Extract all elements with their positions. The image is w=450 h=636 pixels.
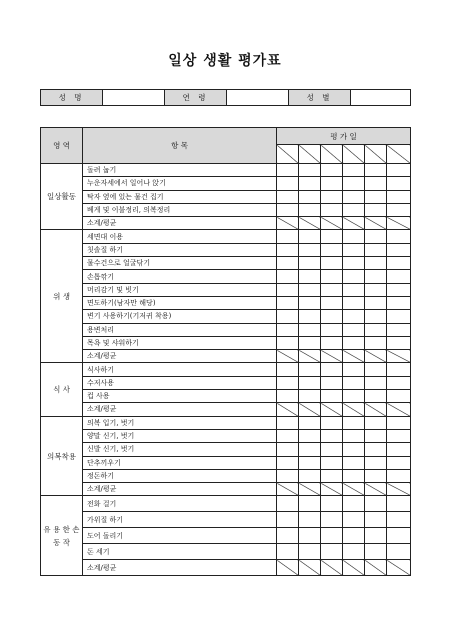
score-cell[interactable] xyxy=(277,164,299,177)
score-cell[interactable] xyxy=(387,270,411,283)
section-area-label: 식 사 xyxy=(41,363,83,416)
score-cell[interactable] xyxy=(343,283,365,296)
score-cell[interactable] xyxy=(299,257,321,270)
score-cell[interactable] xyxy=(343,496,365,512)
score-cell[interactable] xyxy=(299,336,321,349)
score-cell[interactable] xyxy=(277,512,299,528)
item-label: 칫솔질 하기 xyxy=(83,243,277,256)
subtotal-cell xyxy=(277,350,299,363)
score-cell[interactable] xyxy=(343,203,365,216)
page-title: 일상 생활 평가표 xyxy=(168,53,282,69)
score-cell[interactable] xyxy=(343,323,365,336)
age-field[interactable] xyxy=(227,90,289,106)
subtotal-row xyxy=(41,217,411,230)
subtotal-cell xyxy=(387,217,411,230)
item-row xyxy=(41,496,411,512)
score-cell[interactable] xyxy=(387,230,411,243)
score-cell[interactable] xyxy=(365,323,387,336)
item-row xyxy=(41,363,411,376)
score-cell[interactable] xyxy=(299,270,321,283)
score-cell[interactable] xyxy=(277,257,299,270)
evaluation-date-header: 평 가 일 xyxy=(277,128,411,145)
score-cell[interactable] xyxy=(365,528,387,544)
score-cell[interactable] xyxy=(343,512,365,528)
score-cell[interactable] xyxy=(343,296,365,309)
section-area-label: 유 용 한 손 동 작 xyxy=(41,496,83,576)
subtotal-cell xyxy=(343,350,365,363)
item-row xyxy=(41,296,411,309)
score-cell[interactable] xyxy=(365,496,387,512)
score-cell[interactable] xyxy=(299,323,321,336)
section-area-label: 위 생 xyxy=(41,230,83,363)
score-cell[interactable] xyxy=(365,469,387,482)
score-cell[interactable] xyxy=(321,390,343,403)
score-cell[interactable] xyxy=(299,390,321,403)
score-cell[interactable] xyxy=(299,544,321,560)
score-cell[interactable] xyxy=(277,296,299,309)
score-cell[interactable] xyxy=(277,190,299,203)
subtotal-cell xyxy=(277,483,299,496)
score-cell[interactable] xyxy=(387,496,411,512)
subtotal-label: 소계/평균 xyxy=(83,560,277,576)
item-label: 신발 신기, 벗기 xyxy=(83,443,277,456)
area-header: 영 역 xyxy=(41,128,83,164)
score-cell[interactable] xyxy=(277,363,299,376)
subtotal-cell xyxy=(387,560,411,576)
subtotal-cell xyxy=(299,483,321,496)
item-row xyxy=(41,283,411,296)
score-cell[interactable] xyxy=(299,283,321,296)
subtotal-cell xyxy=(321,217,343,230)
item-row xyxy=(41,230,411,243)
item-label: 수저사용 xyxy=(83,376,277,389)
section-area-label: 일상활동 xyxy=(41,164,83,230)
score-cell[interactable] xyxy=(321,336,343,349)
score-cell[interactable] xyxy=(321,230,343,243)
item-row xyxy=(41,164,411,177)
item-label: 세면대 이용 xyxy=(83,230,277,243)
score-cell[interactable] xyxy=(343,363,365,376)
subtotal-cell xyxy=(365,483,387,496)
score-cell[interactable] xyxy=(299,310,321,323)
subtotal-cell xyxy=(365,560,387,576)
score-cell[interactable] xyxy=(365,230,387,243)
item-row xyxy=(41,416,411,429)
item-row xyxy=(41,469,411,482)
item-row xyxy=(41,257,411,270)
personal-info-table xyxy=(40,89,411,106)
item-row xyxy=(41,177,411,190)
subtotal-label: 소계/평균 xyxy=(83,350,277,363)
item-label: 면도하기(남자만 해당) xyxy=(83,296,277,309)
score-cell[interactable] xyxy=(365,429,387,442)
score-cell[interactable] xyxy=(365,270,387,283)
score-cell[interactable] xyxy=(321,177,343,190)
item-label: 손톱깎기 xyxy=(83,270,277,283)
subtotal-cell xyxy=(387,350,411,363)
score-cell[interactable] xyxy=(277,243,299,256)
score-cell[interactable] xyxy=(343,257,365,270)
score-cell[interactable] xyxy=(387,177,411,190)
score-cell[interactable] xyxy=(343,429,365,442)
item-label: 가위질 하기 xyxy=(83,512,277,528)
score-cell[interactable] xyxy=(321,416,343,429)
item-label: 돈 세기 xyxy=(83,544,277,560)
score-cell[interactable] xyxy=(299,363,321,376)
score-cell[interactable] xyxy=(387,469,411,482)
score-cell[interactable] xyxy=(299,456,321,469)
item-label: 컵 사용 xyxy=(83,390,277,403)
item-row xyxy=(41,390,411,403)
score-cell[interactable] xyxy=(299,190,321,203)
score-cell[interactable] xyxy=(299,469,321,482)
score-cell[interactable] xyxy=(365,257,387,270)
score-cell[interactable] xyxy=(321,496,343,512)
score-cell[interactable] xyxy=(343,336,365,349)
score-cell[interactable] xyxy=(365,416,387,429)
subtotal-row xyxy=(41,403,411,416)
evaluation-date-cell[interactable] xyxy=(343,145,365,164)
item-label: 누운자세에서 일어나 앉기 xyxy=(83,177,277,190)
subtotal-row xyxy=(41,483,411,496)
score-cell[interactable] xyxy=(365,512,387,528)
header-row xyxy=(41,128,411,145)
subtotal-cell xyxy=(343,483,365,496)
score-cell[interactable] xyxy=(365,390,387,403)
score-cell[interactable] xyxy=(387,283,411,296)
item-label: 도어 돌리기 xyxy=(83,528,277,544)
item-row xyxy=(41,456,411,469)
score-cell[interactable] xyxy=(387,336,411,349)
score-cell[interactable] xyxy=(365,190,387,203)
name-label: 성 명 xyxy=(41,90,103,106)
score-cell[interactable] xyxy=(277,336,299,349)
score-cell[interactable] xyxy=(321,443,343,456)
score-cell[interactable] xyxy=(343,270,365,283)
subtotal-cell xyxy=(321,560,343,576)
score-cell[interactable] xyxy=(387,429,411,442)
evaluation-date-cell[interactable] xyxy=(321,145,343,164)
score-cell[interactable] xyxy=(277,390,299,403)
score-cell[interactable] xyxy=(387,528,411,544)
subtotal-row xyxy=(41,560,411,576)
item-label: 의복 입기, 벗기 xyxy=(83,416,277,429)
evaluation-date-cell[interactable] xyxy=(387,145,411,164)
score-cell[interactable] xyxy=(387,512,411,528)
score-cell[interactable] xyxy=(343,390,365,403)
score-cell[interactable] xyxy=(343,469,365,482)
subtotal-cell xyxy=(343,560,365,576)
name-field[interactable] xyxy=(103,90,165,106)
item-row xyxy=(41,203,411,216)
score-cell[interactable] xyxy=(277,270,299,283)
subtotal-label: 소계/평균 xyxy=(83,483,277,496)
score-cell[interactable] xyxy=(365,296,387,309)
score-cell[interactable] xyxy=(321,456,343,469)
score-cell[interactable] xyxy=(277,544,299,560)
item-row xyxy=(41,243,411,256)
subtotal-cell xyxy=(343,217,365,230)
score-cell[interactable] xyxy=(277,283,299,296)
score-cell[interactable] xyxy=(321,323,343,336)
item-label: 베게 및 이불정리, 의복정리 xyxy=(83,203,277,216)
item-label: 단추끼우기 xyxy=(83,456,277,469)
score-cell[interactable] xyxy=(277,177,299,190)
score-cell[interactable] xyxy=(321,469,343,482)
score-cell[interactable] xyxy=(277,456,299,469)
evaluation-date-cell[interactable] xyxy=(299,145,321,164)
score-cell[interactable] xyxy=(299,296,321,309)
score-cell[interactable] xyxy=(299,243,321,256)
score-cell[interactable] xyxy=(277,376,299,389)
score-cell[interactable] xyxy=(365,456,387,469)
score-cell[interactable] xyxy=(343,416,365,429)
item-label: 물수건으로 얼굴닦기 xyxy=(83,257,277,270)
score-cell[interactable] xyxy=(321,512,343,528)
section-area-label: 의복착용 xyxy=(41,416,83,496)
score-cell[interactable] xyxy=(387,443,411,456)
score-cell[interactable] xyxy=(387,203,411,216)
score-cell[interactable] xyxy=(277,429,299,442)
score-cell[interactable] xyxy=(277,443,299,456)
item-label: 머리감기 및 빗기 xyxy=(83,283,277,296)
item-row xyxy=(41,270,411,283)
sex-label: 성 별 xyxy=(289,90,351,106)
score-cell[interactable] xyxy=(277,528,299,544)
score-cell[interactable] xyxy=(365,203,387,216)
score-cell[interactable] xyxy=(387,296,411,309)
score-cell[interactable] xyxy=(277,496,299,512)
subtotal-cell xyxy=(321,350,343,363)
subtotal-cell xyxy=(365,403,387,416)
score-cell[interactable] xyxy=(387,243,411,256)
score-cell[interactable] xyxy=(321,376,343,389)
score-cell[interactable] xyxy=(321,270,343,283)
score-cell[interactable] xyxy=(387,456,411,469)
item-label: 양말 신기, 벗기 xyxy=(83,429,277,442)
item-row xyxy=(41,376,411,389)
score-cell[interactable] xyxy=(365,243,387,256)
subtotal-cell xyxy=(299,350,321,363)
score-cell[interactable] xyxy=(343,190,365,203)
score-cell[interactable] xyxy=(343,177,365,190)
subtotal-cell xyxy=(277,560,299,576)
score-cell[interactable] xyxy=(343,230,365,243)
item-label: 용변처리 xyxy=(83,323,277,336)
item-label: 돌려 눕기 xyxy=(83,164,277,177)
score-cell[interactable] xyxy=(343,243,365,256)
score-cell[interactable] xyxy=(387,363,411,376)
score-cell[interactable] xyxy=(343,456,365,469)
subtotal-cell xyxy=(321,483,343,496)
score-cell[interactable] xyxy=(343,443,365,456)
score-cell[interactable] xyxy=(387,310,411,323)
score-cell[interactable] xyxy=(387,190,411,203)
score-cell[interactable] xyxy=(321,283,343,296)
score-cell[interactable] xyxy=(299,177,321,190)
score-cell[interactable] xyxy=(387,376,411,389)
score-cell[interactable] xyxy=(365,283,387,296)
score-cell[interactable] xyxy=(321,528,343,544)
subtotal-cell xyxy=(299,560,321,576)
item-row xyxy=(41,512,411,528)
score-cell[interactable] xyxy=(365,544,387,560)
score-cell[interactable] xyxy=(321,203,343,216)
subtotal-cell xyxy=(365,350,387,363)
subtotal-row xyxy=(41,350,411,363)
score-cell[interactable] xyxy=(299,416,321,429)
score-cell[interactable] xyxy=(299,376,321,389)
item-label: 변기 사용하기(기저귀 착용) xyxy=(83,310,277,323)
evaluation-date-cell[interactable] xyxy=(365,145,387,164)
score-cell[interactable] xyxy=(277,323,299,336)
item-row xyxy=(41,443,411,456)
score-cell[interactable] xyxy=(277,416,299,429)
score-cell[interactable] xyxy=(299,512,321,528)
score-cell[interactable] xyxy=(387,390,411,403)
score-cell[interactable] xyxy=(387,416,411,429)
score-cell[interactable] xyxy=(387,544,411,560)
score-cell[interactable] xyxy=(365,164,387,177)
subtotal-label: 소계/평균 xyxy=(83,217,277,230)
score-cell[interactable] xyxy=(343,544,365,560)
score-cell[interactable] xyxy=(343,310,365,323)
item-row xyxy=(41,323,411,336)
item-header: 항 목 xyxy=(83,128,277,164)
sex-field[interactable] xyxy=(351,90,411,106)
age-label: 연 령 xyxy=(165,90,227,106)
score-cell[interactable] xyxy=(321,243,343,256)
score-cell[interactable] xyxy=(365,376,387,389)
item-label: 전화 걸기 xyxy=(83,496,277,512)
subtotal-cell xyxy=(321,403,343,416)
subtotal-cell xyxy=(387,483,411,496)
score-cell[interactable] xyxy=(343,376,365,389)
score-cell[interactable] xyxy=(299,496,321,512)
score-cell[interactable] xyxy=(299,230,321,243)
evaluation-table xyxy=(40,127,411,576)
item-row xyxy=(41,429,411,442)
score-cell[interactable] xyxy=(365,363,387,376)
item-label: 탁자 옆에 있는 물건 집기 xyxy=(83,190,277,203)
score-cell[interactable] xyxy=(277,203,299,216)
score-cell[interactable] xyxy=(365,177,387,190)
item-row xyxy=(41,544,411,560)
score-cell[interactable] xyxy=(365,336,387,349)
item-row xyxy=(41,310,411,323)
subtotal-cell xyxy=(343,403,365,416)
score-cell[interactable] xyxy=(277,469,299,482)
score-cell[interactable] xyxy=(387,164,411,177)
score-cell[interactable] xyxy=(299,429,321,442)
score-cell[interactable] xyxy=(321,190,343,203)
score-cell[interactable] xyxy=(321,257,343,270)
score-cell[interactable] xyxy=(387,257,411,270)
item-label: 식사하기 xyxy=(83,363,277,376)
subtotal-cell xyxy=(299,403,321,416)
score-cell[interactable] xyxy=(299,528,321,544)
score-cell[interactable] xyxy=(321,544,343,560)
evaluation-date-cell[interactable] xyxy=(277,145,299,164)
score-cell[interactable] xyxy=(299,164,321,177)
item-row xyxy=(41,190,411,203)
item-label: 정돈하기 xyxy=(83,469,277,482)
score-cell[interactable] xyxy=(277,310,299,323)
score-cell[interactable] xyxy=(277,230,299,243)
score-cell[interactable] xyxy=(321,363,343,376)
score-cell[interactable] xyxy=(299,443,321,456)
subtotal-label: 소계/평균 xyxy=(83,403,277,416)
item-row xyxy=(41,528,411,544)
score-cell[interactable] xyxy=(387,323,411,336)
score-cell[interactable] xyxy=(365,443,387,456)
score-cell[interactable] xyxy=(299,203,321,216)
subtotal-cell xyxy=(365,217,387,230)
subtotal-cell xyxy=(277,403,299,416)
subtotal-cell xyxy=(387,403,411,416)
score-cell[interactable] xyxy=(343,164,365,177)
subtotal-cell xyxy=(299,217,321,230)
score-cell[interactable] xyxy=(321,429,343,442)
score-cell[interactable] xyxy=(321,164,343,177)
score-cell[interactable] xyxy=(343,528,365,544)
score-cell[interactable] xyxy=(321,310,343,323)
score-cell[interactable] xyxy=(365,310,387,323)
item-label: 목욕 및 샤워하기 xyxy=(83,336,277,349)
score-cell[interactable] xyxy=(321,296,343,309)
subtotal-cell xyxy=(277,217,299,230)
item-row xyxy=(41,336,411,349)
